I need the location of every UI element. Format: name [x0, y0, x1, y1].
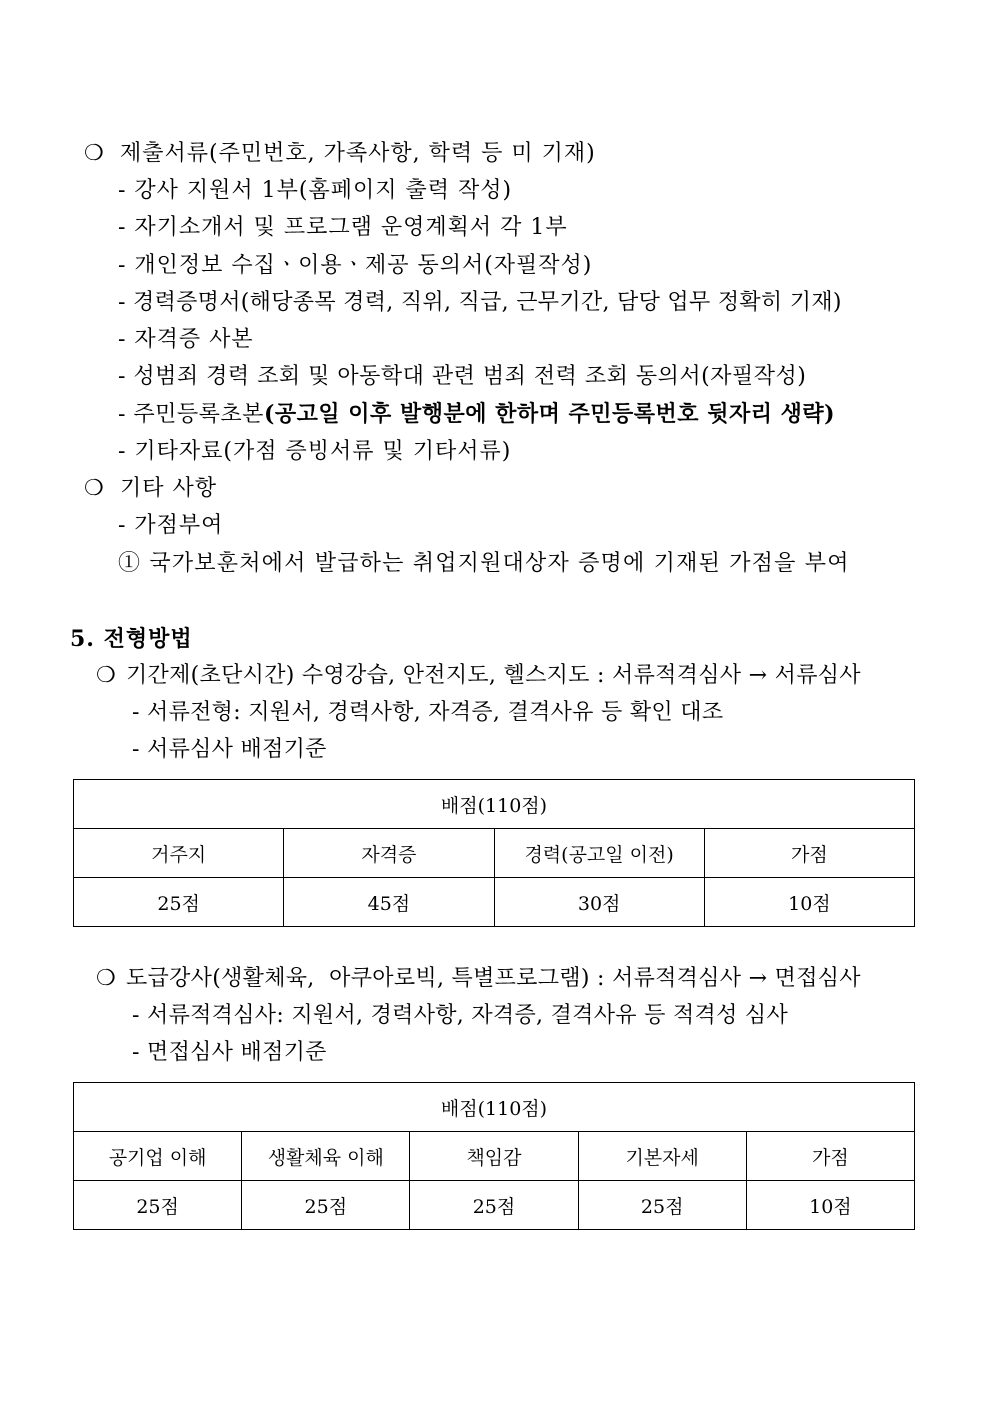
- bullet-circle-icon: ❍: [84, 476, 105, 501]
- table-cell: 30점: [494, 878, 704, 927]
- table-row: [74, 1181, 915, 1230]
- misc-sub: ① 국가보훈처에서 발급하는 취업지원대상자 증명에 기재된 가점을 부여: [118, 551, 850, 576]
- misc-item: - 가점부여: [118, 513, 224, 538]
- table-cell: 25점: [74, 878, 284, 927]
- docs-item-application: - 강사 지원서 1부(홈페이지 출력 작성): [118, 178, 513, 203]
- bullet-circle-icon: ❍: [96, 966, 117, 991]
- table-header-row: [74, 780, 915, 829]
- table-column-label: 자격증: [284, 829, 494, 878]
- score-table-b: [73, 1082, 915, 1230]
- table-column-label: 기본자세: [578, 1132, 746, 1181]
- table-cell: 25점: [74, 1181, 242, 1230]
- table-column-label: 가점: [704, 829, 914, 878]
- docs-item-crime-check: - 성범죄 경력 조회 및 아동학대 관련 범죄 전력 조회 동의서(자필작성): [118, 364, 807, 389]
- table-cell: 45점: [284, 878, 494, 927]
- section-a-item1: - 서류전형: 지원서, 경력사항, 자격증, 결격사유 등 확인 대조: [132, 700, 724, 725]
- docs-item-other: - 기타자료(가점 증빙서류 및 기타서류): [118, 439, 512, 464]
- misc-title: ❍ 기타 사항: [84, 474, 217, 504]
- docs-title: ❍ 제출서류(주민번호, 가족사항, 학력 등 미 기재): [84, 139, 596, 169]
- table-column-label: 경력(공고일 이전): [494, 829, 704, 878]
- table-header-row: [74, 1083, 915, 1132]
- docs-item-career: - 경력증명서(해당종목 경력, 직위, 직급, 근무기간, 담당 업무 정확히 기재): [118, 290, 842, 315]
- section-b-item2: - 면접심사 배점기준: [132, 1040, 327, 1065]
- section-b-title: ❍ 도급강사(생활체육, 아쿠아로빅, 특별프로그램) : 서류적격심사 → 면접심사: [96, 964, 861, 994]
- docs-item-privacy: - 개인정보 수집ㆍ이용ㆍ제공 동의서(자필작성): [118, 253, 593, 278]
- docs-item-intro: - 자기소개서 및 프로그램 운영계획서 각 1부: [118, 215, 568, 240]
- table-row: [74, 1132, 915, 1181]
- table-row: [74, 878, 915, 927]
- docs-item-license: - 자격증 사본: [118, 327, 254, 352]
- section-a-title: ❍ 기간제(초단시간) 수영강습, 안전지도, 헬스지도 : 서류적격심사 → 서류심사: [96, 661, 861, 691]
- table-column-label: 공기업 이해: [74, 1132, 242, 1181]
- table-header: 배점(110점): [74, 1083, 915, 1132]
- section-a-item2: - 서류심사 배점기준: [132, 737, 327, 762]
- table-column-label: 책임감: [410, 1132, 578, 1181]
- table-cell: 10점: [704, 878, 914, 927]
- bullet-circle-icon: ❍: [84, 141, 105, 166]
- table-column-label: 생활체육 이해: [242, 1132, 410, 1181]
- section-heading: 5. 전형방법: [70, 626, 193, 652]
- table-column-label: 거주지: [74, 829, 284, 878]
- score-table-a: [73, 779, 915, 927]
- table-header: 배점(110점): [74, 780, 915, 829]
- docs-item-resident: - 주민등록초본(공고일 이후 발행분에 한하며 주민등록번호 뒷자리 생략): [118, 401, 836, 427]
- section-b-item1: - 서류적격심사: 지원서, 경력사항, 자격증, 결격사유 등 적격성 심사: [132, 1003, 789, 1028]
- table-cell: 10점: [746, 1181, 914, 1230]
- table-column-label: 가점: [746, 1132, 914, 1181]
- bullet-circle-icon: ❍: [96, 663, 117, 688]
- table-cell: 25점: [410, 1181, 578, 1230]
- table-cell: 25점: [242, 1181, 410, 1230]
- table-cell: 25점: [578, 1181, 746, 1230]
- table-row: [74, 829, 915, 878]
